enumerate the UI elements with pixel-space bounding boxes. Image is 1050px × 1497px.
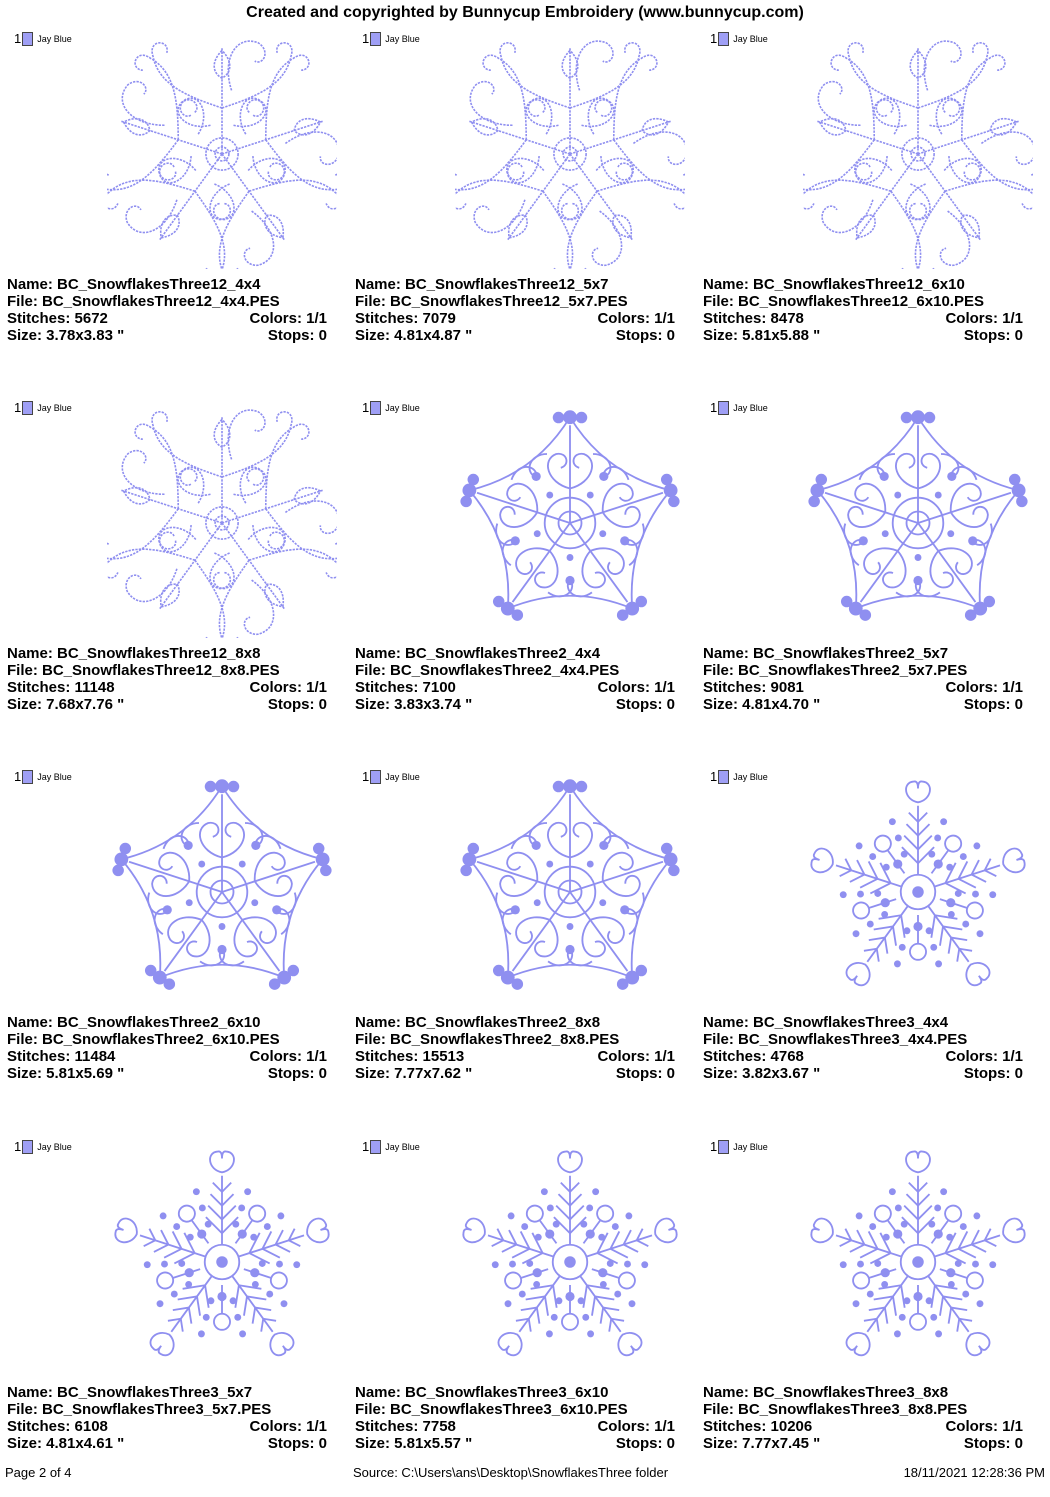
snowflake-design-icon [455,408,685,638]
design-stitches: Stitches: 5672 [7,310,108,327]
design-info [703,276,1023,344]
page-number: Page 2 of 4 [5,1465,72,1480]
design-preview [455,39,685,269]
design-file: File: BC_SnowflakesThree12_5x7.PES [355,293,628,310]
design-preview [803,1147,1033,1377]
design-stitches: Stitches: 15513 [355,1048,465,1065]
thread-number: 1 [14,769,22,784]
print-timestamp: 18/11/2021 12:28:36 PM [903,1465,1045,1480]
design-stitches: Stitches: 9081 [703,679,804,696]
snowflake-design-icon [803,777,1033,1007]
design-info [7,1014,327,1082]
design-preview [107,39,337,269]
design-stops: Stops: 0 [615,1435,675,1452]
thread-color-swatch [22,401,33,415]
thread-color-swatch [718,770,729,784]
snowflake-design-icon [107,777,337,1007]
design-preview [803,777,1033,1007]
thread-color-name: Jay Blue [733,771,768,782]
design-colors: Colors: 1/1 [249,1048,327,1065]
design-file: File: BC_SnowflakesThree2_6x10.PES [7,1031,280,1048]
design-info [703,1384,1023,1452]
design-size: Size: 7.68x7.76 " [7,696,125,713]
thread-legend [710,31,768,46]
design-name: Name: BC_SnowflakesThree3_4x4 [703,1014,949,1031]
source-path: Source: C:\Users\ans\Desktop\SnowflakesThree folder [353,1465,669,1480]
thread-color-name: Jay Blue [733,33,768,44]
design-size: Size: 7.77x7.62 " [355,1065,473,1082]
design-file: File: BC_SnowflakesThree12_6x10.PES [703,293,984,310]
design-colors: Colors: 1/1 [945,1048,1023,1065]
design-colors: Colors: 1/1 [597,1048,675,1065]
design-size: Size: 7.77x7.45 " [703,1435,821,1452]
thread-color-swatch [718,32,729,46]
design-file: File: BC_SnowflakesThree3_4x4.PES [703,1031,968,1048]
design-name: Name: BC_SnowflakesThree3_5x7 [7,1384,253,1401]
thread-number: 1 [362,1139,370,1154]
thread-color-name: Jay Blue [385,1141,420,1152]
design-size: Size: 3.83x3.74 " [355,696,473,713]
design-name: Name: BC_SnowflakesThree12_5x7 [355,276,609,293]
design-info [703,645,1023,713]
design-info [355,276,675,344]
design-size: Size: 5.81x5.69 " [7,1065,125,1082]
design-card [7,767,347,1127]
design-stops: Stops: 0 [267,1435,327,1452]
thread-legend [14,400,72,415]
design-info [703,1014,1023,1082]
snowflake-design-icon [455,1147,685,1377]
design-colors: Colors: 1/1 [249,310,327,327]
design-card [703,29,1043,389]
design-preview [803,408,1033,638]
snowflake-design-icon [107,408,337,638]
design-size: Size: 3.78x3.83 " [7,327,125,344]
design-file: File: BC_SnowflakesThree2_4x4.PES [355,662,620,679]
thread-legend [362,400,420,415]
thread-color-name: Jay Blue [37,1141,72,1152]
thread-legend [362,1139,420,1154]
design-stops: Stops: 0 [963,327,1023,344]
design-stops: Stops: 0 [963,696,1023,713]
design-colors: Colors: 1/1 [597,1418,675,1435]
design-preview [107,777,337,1007]
thread-color-swatch [370,1140,381,1154]
design-card [355,1137,695,1497]
design-file: File: BC_SnowflakesThree12_8x8.PES [7,662,280,679]
design-size: Size: 5.81x5.57 " [355,1435,473,1452]
design-stops: Stops: 0 [615,1065,675,1082]
design-card [7,1137,347,1497]
design-stops: Stops: 0 [615,696,675,713]
design-card [355,398,695,758]
thread-number: 1 [710,400,718,415]
page-header: Created and copyrighted by Bunnycup Embroidery (www.bunnycup.com) [246,4,804,21]
thread-legend [710,1139,768,1154]
design-info [7,1384,327,1452]
design-preview [455,1147,685,1377]
design-stitches: Stitches: 7758 [355,1418,456,1435]
snowflake-design-icon [107,39,337,269]
thread-number: 1 [710,769,718,784]
thread-color-swatch [22,1140,33,1154]
page-footer [0,1465,1050,1483]
thread-color-swatch [370,770,381,784]
design-stitches: Stitches: 10206 [703,1418,813,1435]
design-name: Name: BC_SnowflakesThree2_4x4 [355,645,601,662]
design-info [355,1014,675,1082]
thread-number: 1 [710,31,718,46]
design-file: File: BC_SnowflakesThree3_8x8.PES [703,1401,968,1418]
design-stops: Stops: 0 [615,327,675,344]
thread-legend [362,769,420,784]
design-stops: Stops: 0 [963,1065,1023,1082]
design-card [355,767,695,1127]
design-colors: Colors: 1/1 [945,679,1023,696]
thread-color-name: Jay Blue [37,33,72,44]
design-stitches: Stitches: 7100 [355,679,456,696]
design-stitches: Stitches: 8478 [703,310,804,327]
thread-color-swatch [22,770,33,784]
snowflake-design-icon [455,39,685,269]
design-stops: Stops: 0 [963,1435,1023,1452]
design-stops: Stops: 0 [267,696,327,713]
design-card [7,398,347,758]
thread-legend [14,769,72,784]
design-info [355,645,675,713]
thread-color-swatch [22,32,33,46]
thread-legend [710,400,768,415]
design-colors: Colors: 1/1 [249,679,327,696]
design-card [703,767,1043,1127]
design-info [7,276,327,344]
thread-color-name: Jay Blue [733,402,768,413]
thread-color-swatch [370,32,381,46]
thread-number: 1 [362,400,370,415]
design-colors: Colors: 1/1 [597,310,675,327]
design-colors: Colors: 1/1 [945,310,1023,327]
design-stitches: Stitches: 7079 [355,310,456,327]
snowflake-design-icon [455,777,685,1007]
design-size: Size: 5.81x5.88 " [703,327,821,344]
design-preview [107,408,337,638]
design-file: File: BC_SnowflakesThree3_5x7.PES [7,1401,272,1418]
design-size: Size: 3.82x3.67 " [703,1065,821,1082]
design-stops: Stops: 0 [267,327,327,344]
design-name: Name: BC_SnowflakesThree3_6x10 [355,1384,609,1401]
thread-color-name: Jay Blue [385,771,420,782]
thread-legend [710,769,768,784]
design-size: Size: 4.81x4.61 " [7,1435,125,1452]
design-stitches: Stitches: 4768 [703,1048,804,1065]
design-preview [803,39,1033,269]
thread-legend [362,31,420,46]
thread-color-name: Jay Blue [37,402,72,413]
design-stitches: Stitches: 6108 [7,1418,108,1435]
snowflake-design-icon [107,1147,337,1377]
design-info [7,645,327,713]
design-file: File: BC_SnowflakesThree2_8x8.PES [355,1031,620,1048]
thread-color-swatch [370,401,381,415]
snowflake-design-icon [803,39,1033,269]
design-card [7,29,347,389]
design-name: Name: BC_SnowflakesThree12_4x4 [7,276,261,293]
design-name: Name: BC_SnowflakesThree3_8x8 [703,1384,949,1401]
design-colors: Colors: 1/1 [249,1418,327,1435]
design-file: File: BC_SnowflakesThree2_5x7.PES [703,662,968,679]
design-preview [107,1147,337,1377]
thread-number: 1 [362,31,370,46]
thread-color-name: Jay Blue [37,771,72,782]
design-size: Size: 4.81x4.87 " [355,327,473,344]
thread-color-name: Jay Blue [385,33,420,44]
design-file: File: BC_SnowflakesThree3_6x10.PES [355,1401,628,1418]
thread-color-swatch [718,401,729,415]
design-stops: Stops: 0 [267,1065,327,1082]
design-name: Name: BC_SnowflakesThree2_8x8 [355,1014,601,1031]
thread-number: 1 [14,400,22,415]
design-card [703,398,1043,758]
thread-number: 1 [14,1139,22,1154]
design-file: File: BC_SnowflakesThree12_4x4.PES [7,293,280,310]
design-name: Name: BC_SnowflakesThree2_6x10 [7,1014,261,1031]
design-card [355,29,695,389]
design-preview [455,777,685,1007]
design-stitches: Stitches: 11148 [7,679,115,696]
thread-legend [14,1139,72,1154]
design-colors: Colors: 1/1 [597,679,675,696]
design-name: Name: BC_SnowflakesThree12_8x8 [7,645,261,662]
snowflake-design-icon [803,408,1033,638]
thread-legend [14,31,72,46]
thread-number: 1 [710,1139,718,1154]
snowflake-design-icon [803,1147,1033,1377]
design-stitches: Stitches: 11484 [7,1048,116,1065]
design-size: Size: 4.81x4.70 " [703,696,821,713]
design-card [703,1137,1043,1497]
thread-color-name: Jay Blue [385,402,420,413]
design-preview [455,408,685,638]
thread-color-swatch [718,1140,729,1154]
design-colors: Colors: 1/1 [945,1418,1023,1435]
design-name: Name: BC_SnowflakesThree12_6x10 [703,276,965,293]
thread-color-name: Jay Blue [733,1141,768,1152]
design-info [355,1384,675,1452]
thread-number: 1 [362,769,370,784]
design-name: Name: BC_SnowflakesThree2_5x7 [703,645,949,662]
thread-number: 1 [14,31,22,46]
